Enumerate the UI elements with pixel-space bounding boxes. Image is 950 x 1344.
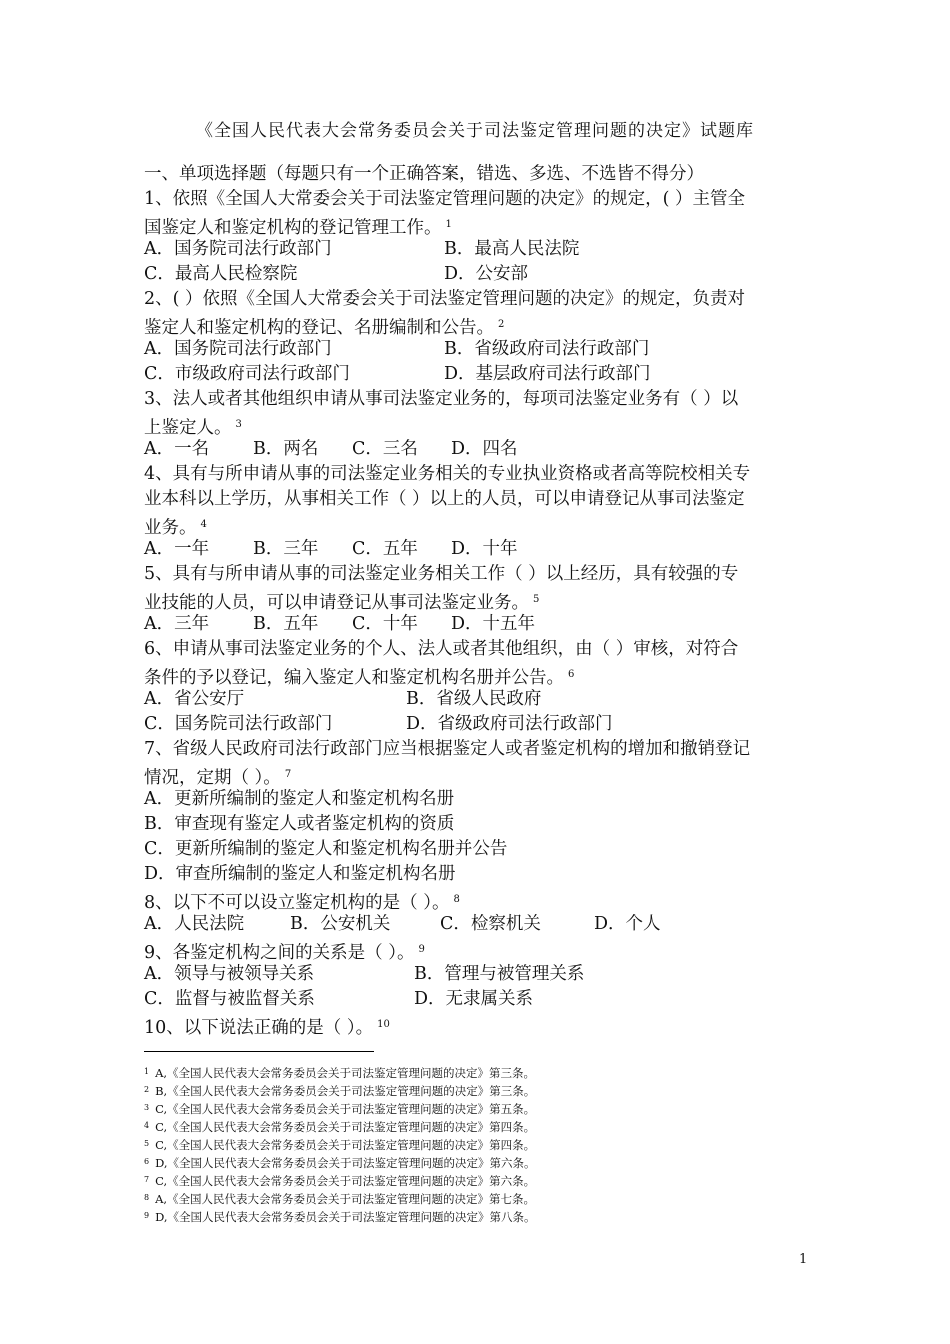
footnote-ref-4[interactable]: 4: [200, 519, 207, 530]
q5-option-c: C．十年: [352, 614, 418, 634]
question-6-line-2: 条件的予以登记，编入鉴定人和鉴定机构名册并公告。 $^6$: [144, 668, 575, 688]
question-8-line-1: 8、以下不可以设立鉴定机构的是（ ）。 $^8$: [144, 893, 460, 913]
q3-option-d: D．四名: [451, 439, 518, 459]
question-5-line-1: 5、具有与所申请从事的司法鉴定业务相关工作（ ）以上经历，具有较强的专: [144, 564, 739, 584]
q4-option-b: B．三年: [253, 539, 319, 559]
footnote-separator: [144, 1051, 374, 1052]
page-number: 1: [799, 1252, 808, 1267]
footnote-4: $^4$ C,《全国人民代表大会常务委员会关于司法鉴定管理问题的决定》第四条。: [144, 1120, 536, 1134]
question-2-line-2: 鉴定人和鉴定机构的登记、名册编制和公告。 $^2$: [144, 318, 505, 338]
footnote-8: $^8$ A,《全国人民代表大会常务委员会关于司法鉴定管理问题的决定》第七条。: [144, 1192, 536, 1206]
footnote-ref-2[interactable]: 2: [498, 319, 505, 330]
q6-option-b: B．省级人民政府: [406, 689, 542, 709]
q3-option-b: B．两名: [253, 439, 319, 459]
q4-option-a: A．一年: [144, 539, 210, 559]
q8-option-a: A．人民法院: [144, 914, 245, 934]
q5-option-b: B．五年: [253, 614, 319, 634]
q2-option-b: B．省级政府司法行政部门: [444, 339, 650, 359]
q2-option-d: D．基层政府司法行政部门: [444, 364, 651, 384]
q9-option-d: D．无隶属关系: [414, 989, 534, 1009]
question-5-line-2: 业技能的人员，可以申请登记从事司法鉴定业务。 $^5$: [144, 593, 540, 613]
footnote-ref-6[interactable]: 6: [568, 669, 575, 680]
question-1-line-2: 国鉴定人和鉴定机构的登记管理工作。 $^1$: [144, 218, 452, 238]
q8-option-b: B．公安机关: [290, 914, 391, 934]
q1-option-b: B．最高人民法院: [444, 239, 580, 259]
question-4-line-3: 业务。 $^4$: [144, 518, 207, 538]
footnote-3: $^3$ C,《全国人民代表大会常务委员会关于司法鉴定管理问题的决定》第五条。: [144, 1102, 536, 1116]
footnote-9: $^9$ D,《全国人民代表大会常务委员会关于司法鉴定管理问题的决定》第八条。: [144, 1210, 536, 1224]
q9-option-a: A．领导与被领导关系: [144, 964, 315, 984]
footnote-ref-1[interactable]: 1: [445, 219, 452, 230]
section-heading: 一、单项选择题（每题只有一个正确答案，错选、多选、不选皆不得分）: [144, 164, 704, 184]
footnote-1: $^1$ A,《全国人民代表大会常务委员会关于司法鉴定管理问题的决定》第三条。: [144, 1066, 536, 1080]
q8-option-c: C．检察机关: [440, 914, 541, 934]
q4-option-d: D．十年: [451, 539, 518, 559]
q9-option-b: B．管理与被管理关系: [414, 964, 585, 984]
footnote-5: $^5$ C,《全国人民代表大会常务委员会关于司法鉴定管理问题的决定》第四条。: [144, 1138, 536, 1152]
question-1-line-1: 1、依照《全国人大常委会关于司法鉴定管理问题的决定》的规定，( ）主管全: [144, 189, 746, 209]
q7-option-a: A．更新所编制的鉴定人和鉴定机构名册: [144, 789, 455, 809]
q2-option-c: C．市级政府司法行政部门: [144, 364, 350, 384]
document-title: 《全国人民代表大会常务委员会关于司法鉴定管理问题的决定》试题库: [196, 121, 754, 141]
question-4-line-2: 业本科以上学历，从事相关工作（ ）以上的人员，可以申请登记从事司法鉴定: [144, 489, 745, 509]
q7-option-c: C．更新所编制的鉴定人和鉴定机构名册并公告: [144, 839, 508, 859]
question-3-line-2: 上鉴定人。 $^3$: [144, 418, 242, 438]
footnote-6: $^6$ D,《全国人民代表大会常务委员会关于司法鉴定管理问题的决定》第六条。: [144, 1156, 536, 1170]
q7-option-b: B．审查现有鉴定人或者鉴定机构的资质: [144, 814, 455, 834]
footnote-ref-8[interactable]: 8: [453, 894, 460, 905]
footnote-ref-3[interactable]: 3: [235, 419, 242, 430]
q5-option-a: A．三年: [144, 614, 210, 634]
q2-option-a: A．国务院司法行政部门: [144, 339, 332, 359]
q1-option-c: C．最高人民检察院: [144, 264, 298, 284]
footnote-ref-7[interactable]: 7: [284, 769, 292, 780]
question-7-line-2: 情况，定期（ ）。 $^7$: [144, 768, 292, 788]
q3-option-c: C．三名: [352, 439, 418, 459]
q1-option-a: A．国务院司法行政部门: [144, 239, 332, 259]
question-3-line-1: 3、法人或者其他组织申请从事司法鉴定业务的，每项司法鉴定业务有（ ）以: [144, 389, 739, 409]
question-6-line-1: 6、申请从事司法鉴定业务的个人、法人或者其他组织，由（ ）审核，对符合: [144, 639, 739, 659]
q3-option-a: A．一名: [144, 439, 210, 459]
footnote-2: $^2$ B,《全国人民代表大会常务委员会关于司法鉴定管理问题的决定》第三条。: [144, 1084, 536, 1098]
q6-option-c: C．国务院司法行政部门: [144, 714, 333, 734]
q6-option-a: A．省公安厅: [144, 689, 245, 709]
q8-option-d: D．个人: [594, 914, 661, 934]
q9-option-c: C．监督与被监督关系: [144, 989, 315, 1009]
question-4-line-1: 4、具有与所申请从事的司法鉴定业务相关的专业执业资格或者高等院校相关专: [144, 464, 751, 484]
question-10-line-1: 10、以下说法正确的是（ ）。 $^{10}$: [144, 1018, 390, 1038]
q7-option-d: D．审查所编制的鉴定人和鉴定机构名册: [144, 864, 456, 884]
q1-option-d: D．公安部: [444, 264, 529, 284]
q4-option-c: C．五年: [352, 539, 418, 559]
q5-option-d: D．十五年: [451, 614, 536, 634]
footnote-7: $^7$ C,《全国人民代表大会常务委员会关于司法鉴定管理问题的决定》第六条。: [144, 1174, 536, 1188]
footnote-ref-9[interactable]: 9: [418, 944, 425, 955]
footnote-ref-10[interactable]: 10: [377, 1019, 390, 1030]
question-9-line-1: 9、各鉴定机构之间的关系是（ ）。 $^9$: [144, 943, 425, 963]
footnote-ref-5[interactable]: 5: [533, 594, 540, 605]
question-2-line-1: 2、( ）依照《全国人大常委会关于司法鉴定管理问题的决定》的规定，负责对: [144, 289, 746, 309]
q6-option-d: D．省级政府司法行政部门: [406, 714, 613, 734]
question-7-line-1: 7、省级人民政府司法行政部门应当根据鉴定人或者鉴定机构的增加和撤销登记: [144, 739, 751, 759]
